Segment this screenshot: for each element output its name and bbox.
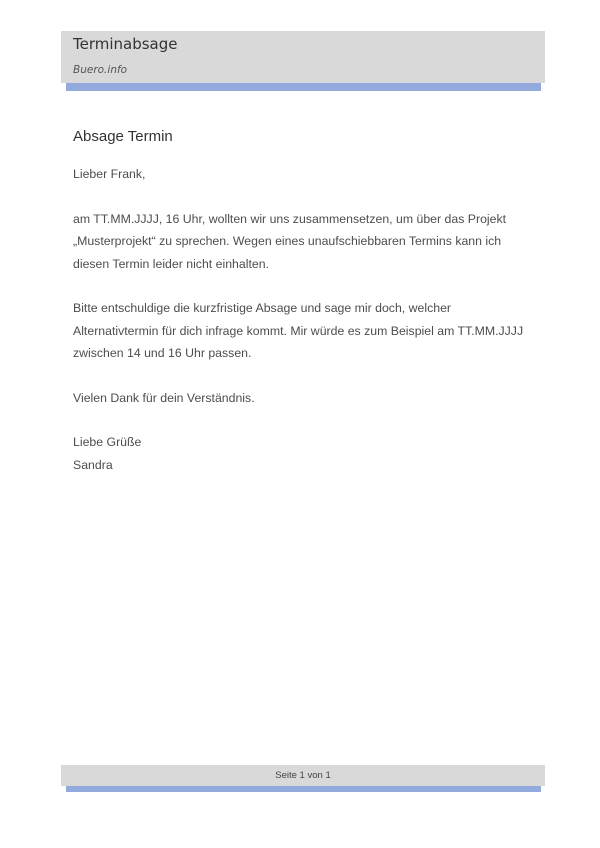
- page-footer: [61, 765, 545, 786]
- paragraph-apology: Bitte entschuldige die kurzfristige Absage und sage mir doch, welcher Alternativtermin für dich infrage kommt. Mir würde es zum Beispiel am TT.MM.JJJJ zwischen 14 und 16 Uhr passen.: [73, 301, 524, 360]
- paragraph-thanks: Vielen Dank für dein Verständnis.: [73, 390, 255, 405]
- header-subtitle: Buero.info: [73, 64, 128, 76]
- footer-accent-bar: [66, 786, 541, 792]
- document-title: Absage Termin: [73, 128, 173, 145]
- closing-line: Liebe Grüße: [73, 435, 142, 449]
- page-number: Seite 1 von 1: [275, 770, 331, 781]
- document-body: [73, 126, 538, 476]
- header-title: Terminabsage: [73, 35, 178, 53]
- header-accent-bar: [66, 83, 541, 91]
- page-header: [61, 31, 545, 83]
- salutation: Lieber Frank,: [73, 167, 146, 181]
- paragraph-cancellation: am TT.MM.JJJJ, 16 Uhr, wollten wir uns zusammensetzen, um über das Projekt „Musterprojekt“ zu sprechen. Wegen eines unaufschiebbaren Termins kann ich diesen Termin leider nicht einhalten.: [73, 211, 507, 271]
- signature: Sandra: [73, 457, 113, 472]
